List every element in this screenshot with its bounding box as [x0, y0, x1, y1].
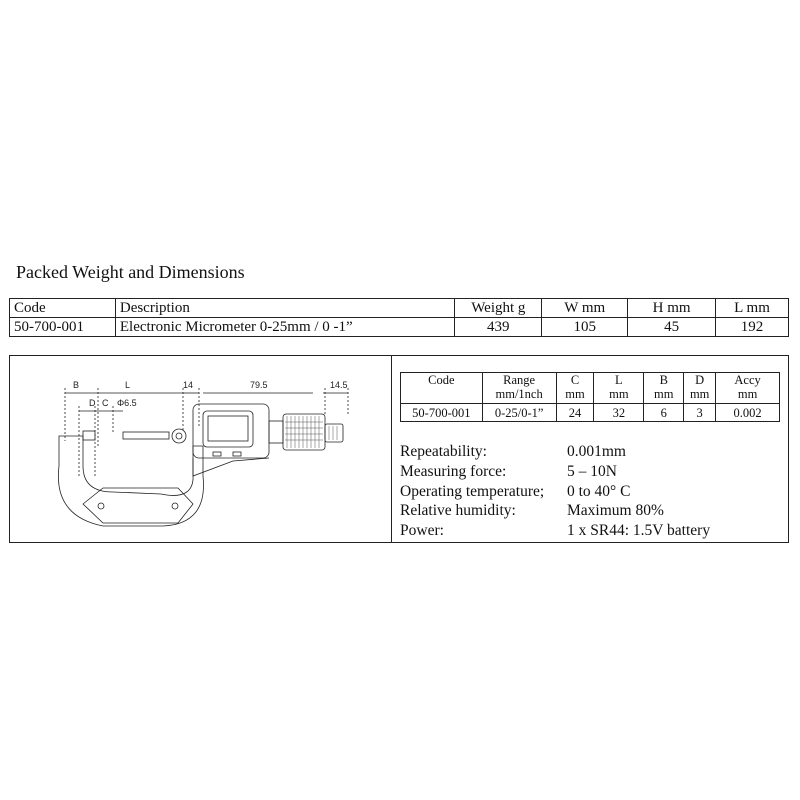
table-cell: 45	[628, 318, 716, 337]
table-cell: 32	[594, 404, 644, 422]
header-cell: Range mm/1nch	[482, 373, 556, 404]
section-title: Packed Weight and Dimensions	[16, 262, 245, 282]
table-cell: 0.002	[716, 404, 780, 422]
dim-label-phi: Φ6.5	[117, 398, 137, 408]
table-cell: 192	[716, 318, 789, 337]
header-cell: H mm	[628, 299, 716, 318]
properties-list	[400, 442, 710, 541]
dim-label-14-5: 14.5	[330, 380, 348, 390]
list-item	[400, 462, 710, 482]
header-cell: L mm	[716, 299, 789, 318]
dim-label-14: 14	[183, 380, 194, 390]
table-cell: 6	[644, 404, 684, 422]
header-cell: Description	[115, 299, 454, 318]
dim-label-d: D	[89, 398, 96, 408]
header-cell: Weight g	[455, 299, 542, 318]
header-cell: B mm	[644, 373, 684, 404]
property-value: 0 to 40° C	[567, 482, 631, 500]
header-cell: W mm	[542, 299, 628, 318]
table-cell: 0-25/0-1”	[482, 404, 556, 422]
header-cell: L mm	[594, 373, 644, 404]
property-label: Operating temperature;	[400, 482, 545, 500]
specification-table	[400, 372, 780, 422]
header-cell: Accy mm	[716, 373, 780, 404]
dim-label-b: B	[73, 380, 80, 390]
thimble-knurl	[285, 416, 337, 448]
property-value: 5 – 10N	[567, 462, 617, 480]
list-item	[400, 501, 710, 521]
table-cell: 105	[542, 318, 628, 337]
property-label: Repeatability:	[400, 443, 487, 460]
header-cell: Code	[10, 299, 116, 318]
dim-label-c: C	[102, 398, 109, 408]
property-value: Maximum 80%	[567, 502, 664, 520]
micrometer-drawing	[43, 366, 365, 536]
table-row	[10, 318, 789, 337]
property-value: 0.001mm	[567, 443, 626, 460]
table-cell: 24	[556, 404, 594, 422]
list-item	[400, 521, 710, 541]
table-cell: 3	[684, 404, 716, 422]
table-cell: 439	[455, 318, 542, 337]
table-cell: 50-700-001	[10, 318, 116, 337]
table-cell: 50-700-001	[401, 404, 483, 422]
list-item	[400, 482, 710, 502]
dim-label-l: L	[125, 380, 131, 390]
header-cell: Code	[401, 373, 483, 404]
property-label: Power:	[400, 522, 444, 540]
header-cell: C mm	[556, 373, 594, 404]
packed-dimensions-table	[9, 298, 789, 337]
panel-divider	[391, 356, 392, 542]
list-item	[400, 442, 710, 462]
table-header-row	[10, 299, 789, 318]
property-label: Measuring force:	[400, 462, 507, 480]
property-value: 1 x SR44: 1.5V battery	[567, 522, 711, 540]
spec-panel	[9, 355, 789, 543]
dim-label-79-5: 79.5	[250, 380, 268, 390]
table-header-row	[401, 373, 780, 404]
table-row	[401, 404, 780, 422]
property-label: Relative humidity:	[400, 502, 516, 520]
table-cell: Electronic Micrometer 0-25mm / 0 -1”	[115, 318, 454, 337]
header-cell: D mm	[684, 373, 716, 404]
